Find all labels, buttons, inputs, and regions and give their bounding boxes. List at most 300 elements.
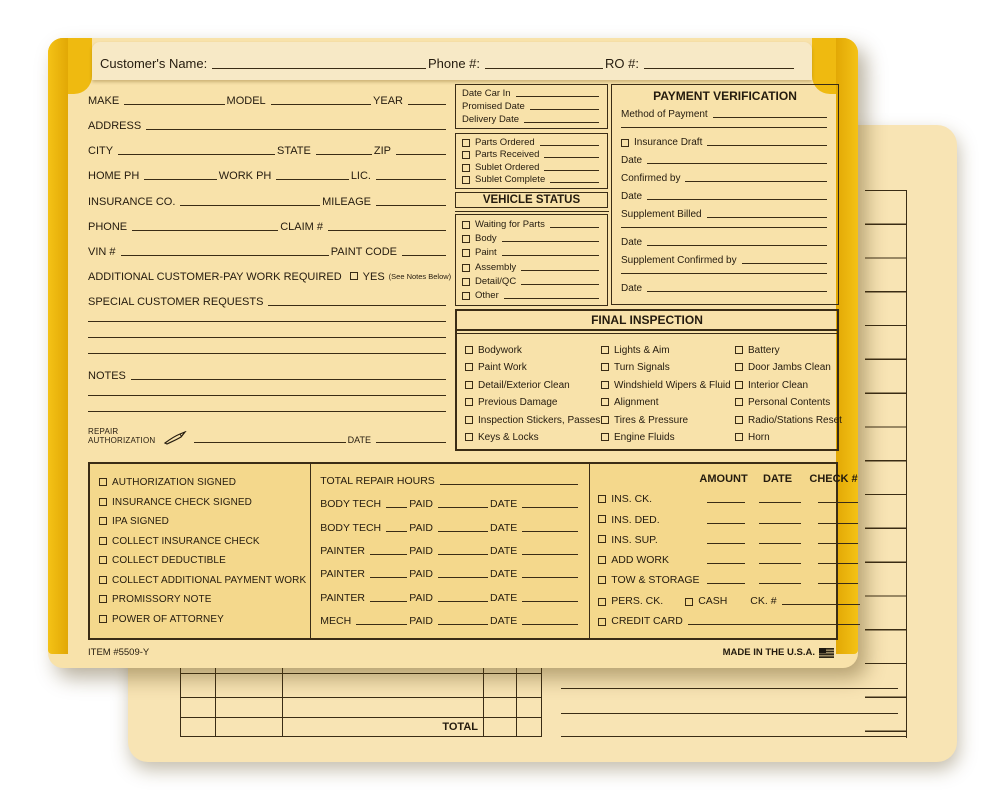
- blank-line: [818, 543, 858, 544]
- payment-row: [621, 109, 829, 120]
- date-label: DATE: [490, 521, 518, 534]
- blank-line: [524, 122, 599, 123]
- blank-line: [402, 255, 446, 256]
- checkbox-icon: [598, 598, 606, 606]
- inspection-label: Battery: [748, 345, 780, 356]
- checkbox-icon: [99, 478, 107, 486]
- role-label: PAINTER: [320, 544, 365, 557]
- field-label: SPECIAL CUSTOMER REQUESTS: [88, 296, 264, 308]
- field-label: PAINT CODE: [330, 245, 397, 258]
- blank-line: [818, 523, 858, 524]
- checkbox-icon: [735, 346, 743, 354]
- inspection-item: [465, 380, 601, 391]
- status-row: [462, 290, 601, 301]
- blank-line: [707, 523, 745, 524]
- blank-line: [647, 163, 827, 164]
- phone-claim-row: [88, 221, 448, 233]
- make-model-year-row: [88, 95, 448, 107]
- blank-line: [707, 145, 827, 146]
- inspection-column-1: [465, 345, 601, 443]
- checklist-label: POWER OF ATTORNEY: [112, 613, 224, 625]
- checkbox-icon: [735, 398, 743, 406]
- blank-row: [88, 321, 448, 324]
- checkbox-icon: [462, 278, 470, 286]
- inspection-label: Detail/Exterior Clean: [478, 379, 570, 391]
- blank-line: [522, 507, 578, 508]
- tech-row: [320, 568, 580, 580]
- back-total-cell: [283, 718, 484, 736]
- field-label: CLAIM #: [280, 220, 323, 233]
- field-label: Body: [475, 232, 497, 244]
- checkbox-icon: [99, 517, 107, 525]
- date-header: DATE: [762, 473, 793, 485]
- date-label: DATE: [347, 434, 371, 445]
- checkbox-icon: [601, 433, 609, 441]
- checklist-item: [99, 516, 306, 527]
- checklist-item: [99, 477, 306, 488]
- blank-line: [707, 502, 745, 503]
- field-label: Delivery Date: [462, 114, 520, 125]
- blank-line: [759, 502, 801, 503]
- blank-line: [88, 395, 446, 396]
- back-writing-lines: [561, 665, 907, 737]
- vehicle-status-title: VEHICLE STATUS: [455, 192, 608, 208]
- blank-line: [561, 713, 898, 714]
- checklist-label: PROMISSORY NOTE: [112, 594, 212, 606]
- date-label: DATE: [490, 568, 518, 581]
- schedule-box: [455, 84, 608, 129]
- checkbox-icon: [99, 498, 107, 506]
- parts-ordered-row: [462, 137, 601, 148]
- blank-line: [530, 109, 599, 110]
- blank-line: [88, 411, 446, 412]
- customer-name-line: [212, 68, 426, 69]
- checklist-label: COLLECT INSURANCE CHECK: [112, 535, 260, 547]
- payment-row: [621, 227, 829, 230]
- blank-line: [271, 104, 371, 105]
- inspection-item: [735, 397, 842, 408]
- payment-row: [621, 137, 829, 148]
- checkbox-icon: [462, 221, 470, 229]
- repair-authorization-row: [88, 427, 448, 445]
- table-cell: [181, 718, 216, 736]
- field-label: Other: [475, 290, 499, 302]
- amount-row: [598, 554, 861, 566]
- cash-label: CASH: [698, 594, 728, 607]
- blank-line: [818, 583, 858, 584]
- blank-line: [316, 154, 372, 155]
- payment-rows: [621, 105, 829, 298]
- amount-label-group: [598, 514, 699, 526]
- checkbox-icon: [462, 139, 470, 147]
- checkbox-icon: [465, 398, 473, 406]
- blank-line: [370, 577, 407, 578]
- checklist-item: [99, 575, 306, 586]
- checkbox-icon: [601, 416, 609, 424]
- amount-label-group: [598, 534, 699, 546]
- blank-line: [521, 270, 599, 271]
- field-label: INSURANCE CO.: [88, 195, 176, 208]
- field-label: HOME PH: [88, 170, 140, 183]
- blank-line: [522, 577, 578, 578]
- amount-row: [598, 534, 861, 546]
- amount-label-group: [598, 574, 699, 586]
- blank-row: [88, 395, 448, 398]
- inspection-label: Inspection Stickers, Passes: [478, 414, 601, 426]
- blank-line: [521, 284, 599, 285]
- checkbox-icon: [601, 363, 609, 371]
- inspection-item: [601, 380, 735, 391]
- blank-row: [88, 337, 448, 340]
- blank-line: [376, 442, 446, 443]
- credit-card-row: [598, 615, 861, 627]
- checkbox-icon: [598, 556, 606, 564]
- blank-line: [522, 531, 578, 532]
- table-cell: [181, 698, 216, 718]
- table-cell: [484, 698, 517, 718]
- inspection-label: Door Jambs Clean: [748, 362, 831, 374]
- inspection-label: Turn Signals: [614, 362, 670, 374]
- tech-row: [320, 545, 580, 557]
- status-row: [462, 262, 601, 273]
- blank-line: [438, 531, 488, 532]
- checkbox-icon: [99, 615, 107, 623]
- blank-line: [370, 601, 407, 602]
- checkbox-icon: [462, 164, 470, 172]
- field-label: Assembly: [475, 261, 517, 273]
- inspection-item: [465, 345, 601, 356]
- role-label: BODY TECH: [320, 521, 382, 534]
- final-inspection-box: [455, 309, 842, 451]
- amount-label-group: [598, 554, 699, 566]
- amount-label-group: [598, 493, 699, 505]
- payment-title: PAYMENT VERIFICATION: [653, 89, 797, 103]
- amount-row: [598, 514, 861, 526]
- date-label: DATE: [490, 498, 518, 511]
- field-label: NOTES: [88, 369, 126, 382]
- phone-line: [485, 68, 603, 69]
- header-strip: [92, 42, 812, 80]
- status-row: [462, 276, 601, 287]
- promised-date-row: [462, 101, 601, 112]
- blank-line: [376, 205, 446, 206]
- inspection-label: Lights & Aim: [614, 345, 670, 356]
- checklist-label: AUTHORIZATION SIGNED: [112, 477, 237, 488]
- inspection-label: Previous Damage: [478, 397, 558, 409]
- inspection-item: [601, 432, 735, 443]
- checkbox-icon: [598, 618, 606, 626]
- checkbox-icon: [350, 272, 358, 280]
- blank-line: [522, 554, 578, 555]
- blank-line: [386, 507, 407, 508]
- blank-row: [88, 353, 448, 356]
- notes-row: [88, 370, 448, 382]
- inspection-item: [465, 362, 601, 373]
- inspection-label: Keys & Locks: [478, 431, 539, 443]
- inspection-label: Horn: [748, 431, 770, 443]
- field-label: MILEAGE: [322, 195, 371, 208]
- final-inspection-columns: [457, 331, 842, 449]
- address-row: [88, 120, 448, 132]
- field-label: Paint: [475, 247, 497, 259]
- field-label: Detail/QC: [475, 275, 517, 287]
- amount-label: INS. SUP.: [611, 533, 658, 546]
- payment-row: [621, 191, 829, 202]
- blank-line: [118, 154, 275, 155]
- table-cell: [517, 674, 541, 698]
- parts-box: [455, 133, 608, 189]
- amount-label: ADD WORK: [611, 554, 669, 567]
- amount-label: TOW & STORAGE: [611, 574, 700, 587]
- paid-label: PAID: [409, 614, 434, 627]
- back-total-label: TOTAL: [442, 721, 478, 733]
- checkbox-icon: [735, 381, 743, 389]
- date-label: DATE: [490, 591, 518, 604]
- field-label: Sublet Complete: [475, 174, 546, 186]
- blank-line: [707, 563, 745, 564]
- signature-line: [194, 442, 345, 443]
- field-label: TOTAL REPAIR HOURS: [320, 475, 435, 487]
- phones-row: [88, 170, 448, 182]
- customer-name-label: Customer's Name:: [100, 56, 208, 71]
- paid-label: PAID: [409, 498, 434, 511]
- inspection-item: [465, 397, 601, 408]
- table-cell: [216, 674, 283, 698]
- repair-hours-section: [311, 464, 590, 638]
- ro-label: RO #:: [605, 56, 639, 71]
- amount-label: INS. CK.: [611, 493, 653, 506]
- total-repair-hours-row: [320, 475, 580, 487]
- checkbox-icon: [465, 363, 473, 371]
- blank-line: [647, 245, 827, 246]
- checklist-item: [99, 614, 306, 625]
- status-row: [462, 233, 601, 244]
- city-state-zip-row: [88, 145, 448, 157]
- field-label: Promised Date: [462, 101, 525, 112]
- payment-verification-box: [611, 84, 839, 305]
- blank-line: [144, 179, 216, 180]
- tech-row: [320, 498, 580, 510]
- usa-flag-icon: [819, 648, 834, 658]
- checklist-label: COLLECT ADDITIONAL PAYMENT WORK: [112, 574, 307, 586]
- vehicle-status-box: [455, 214, 608, 306]
- amounts-section: [590, 464, 872, 638]
- field-label: STATE: [277, 145, 311, 158]
- role-label: PAINTER: [320, 568, 365, 581]
- pers-ck-label: PERS. CK.: [611, 594, 664, 607]
- blank-line: [180, 205, 320, 206]
- footer: [88, 647, 834, 658]
- payment-row: [621, 173, 829, 184]
- blank-line: [759, 563, 801, 564]
- checklist-label: COLLECT DEDUCTIBLE: [112, 555, 226, 567]
- field-label: Waiting for Parts: [475, 218, 545, 230]
- field-label: LIC.: [350, 170, 371, 183]
- bottom-section: [88, 462, 858, 640]
- blank-line: [88, 353, 446, 354]
- blank-line: [522, 601, 578, 602]
- item-number: ITEM #5509-Y: [88, 647, 150, 658]
- field-label: Sublet Ordered: [475, 161, 540, 173]
- blank-line: [440, 484, 578, 485]
- field-label: Date: [621, 154, 643, 166]
- table-cell: [283, 674, 484, 698]
- table-cell: [181, 674, 216, 698]
- blank-line: [550, 227, 599, 228]
- table-cell: [517, 718, 541, 736]
- inspection-label: Engine Fluids: [614, 431, 675, 443]
- inspection-label: Paint Work: [478, 362, 527, 374]
- checkbox-icon: [465, 346, 473, 354]
- blank-line: [540, 145, 599, 146]
- blank-line: [759, 583, 801, 584]
- blank-row: [88, 411, 448, 414]
- blank-line: [561, 688, 898, 689]
- checkbox-icon: [99, 537, 107, 545]
- final-inspection-title: FINAL INSPECTION: [457, 311, 837, 331]
- field-label: WORK PH: [218, 170, 272, 183]
- inspection-label: Alignment: [614, 397, 659, 409]
- personal-check-row: [598, 595, 861, 607]
- blank-line: [522, 624, 578, 625]
- blank-line: [268, 305, 446, 306]
- paid-label: PAID: [409, 591, 434, 604]
- blank-line: [707, 217, 827, 218]
- checkbox-icon: [462, 292, 470, 300]
- field-label: CITY: [88, 145, 114, 158]
- payment-row: [621, 209, 829, 220]
- made-in-usa: [723, 647, 834, 658]
- checkbox-icon: [462, 151, 470, 159]
- amount-row: [598, 574, 861, 586]
- inspection-label: Bodywork: [478, 345, 522, 356]
- blank-line: [707, 583, 745, 584]
- field-label: VIN #: [88, 245, 116, 258]
- checkbox-icon: [598, 495, 606, 503]
- inspection-item: [465, 432, 601, 443]
- tech-row: [320, 592, 580, 604]
- field-label: Insurance Draft: [634, 136, 703, 148]
- spacer: [598, 473, 697, 485]
- blank-line: [647, 199, 827, 200]
- blank-line: [356, 624, 407, 625]
- checkbox-icon: [462, 249, 470, 257]
- paid-label: PAID: [409, 544, 434, 557]
- repair-authorization-label: [88, 427, 155, 445]
- inspection-column-2: [601, 345, 735, 443]
- role-label: PAINTER: [320, 591, 365, 604]
- signoff-checklist: [90, 464, 311, 638]
- checkbox-icon: [735, 363, 743, 371]
- payment-row: [621, 127, 829, 130]
- blank-line: [121, 255, 329, 256]
- table-cell: [517, 698, 541, 718]
- amount-label: INS. DED.: [611, 513, 660, 526]
- checkbox-icon: [598, 515, 606, 523]
- see-notes-label: (See Notes Below): [388, 272, 452, 282]
- blank-line: [818, 502, 858, 503]
- blank-line: [146, 129, 446, 130]
- checkbox-icon: [99, 556, 107, 564]
- field-label: PHONE: [88, 220, 128, 233]
- checklist-label: IPA SIGNED: [112, 516, 169, 528]
- checklist-item: [99, 555, 306, 566]
- payment-row: [621, 283, 829, 294]
- checklist-item: [99, 536, 306, 547]
- blank-line: [621, 273, 827, 274]
- additional-work-row: [88, 270, 452, 283]
- field-label: MODEL: [226, 95, 266, 107]
- inspection-item: [465, 415, 601, 426]
- signature-pen-icon: [163, 431, 187, 445]
- blank-line: [782, 604, 860, 605]
- gold-binding-left: [48, 38, 68, 654]
- field-label: ZIP: [373, 145, 391, 158]
- ro-line: [644, 68, 794, 69]
- role-label: BODY TECH: [320, 498, 382, 511]
- inspection-item: [735, 380, 842, 391]
- blank-line: [438, 554, 488, 555]
- checklist-item: [99, 594, 306, 605]
- blank-line: [438, 601, 488, 602]
- checkbox-icon: [601, 381, 609, 389]
- blank-line: [516, 96, 599, 97]
- table-cell: [216, 718, 283, 736]
- inspection-label: Interior Clean: [748, 379, 809, 391]
- repair-label-line1: REPAIR: [88, 426, 119, 436]
- amount-header: AMOUNT: [699, 473, 748, 485]
- checklist-item: [99, 497, 306, 508]
- field-label: ADDRESS: [88, 120, 142, 133]
- blank-line: [759, 543, 801, 544]
- date-car-in-row: [462, 88, 601, 99]
- field-label: Date: [621, 190, 643, 202]
- inspection-column-3: [735, 345, 842, 443]
- field-label: Parts Received: [475, 149, 540, 161]
- blank-line: [376, 179, 446, 180]
- blank-line: [818, 563, 858, 564]
- ck-number-label: CK. #: [750, 594, 777, 607]
- checkbox-icon: [99, 595, 107, 603]
- inspection-label: Windshield Wipers & Fluid: [614, 379, 731, 391]
- parts-received-row: [462, 149, 601, 160]
- date-label: DATE: [490, 614, 518, 627]
- payment-row: [621, 155, 829, 166]
- blank-line: [370, 554, 407, 555]
- blank-line: [438, 624, 488, 625]
- blank-line: [621, 227, 827, 228]
- vin-paint-row: [88, 246, 448, 258]
- field-label: Supplement Confirmed by: [621, 255, 737, 267]
- checkbox-icon: [685, 598, 693, 606]
- repair-label-line2: AUTHORIZATION: [88, 435, 156, 445]
- checkbox-icon: [598, 576, 606, 584]
- checkbox-icon: [99, 576, 107, 584]
- blank-line: [132, 230, 278, 231]
- blank-line: [124, 104, 224, 105]
- field-label: Date: [621, 237, 643, 249]
- inspection-item: [735, 415, 842, 426]
- checkbox-icon: [462, 176, 470, 184]
- blank-line: [544, 157, 599, 158]
- blank-line: [408, 104, 446, 105]
- front-envelope: [48, 38, 858, 668]
- blank-line: [504, 298, 599, 299]
- checkbox-icon: [465, 381, 473, 389]
- field-label: Confirmed by: [621, 172, 681, 184]
- checkbox-icon: [598, 535, 606, 543]
- checkbox-icon: [462, 264, 470, 272]
